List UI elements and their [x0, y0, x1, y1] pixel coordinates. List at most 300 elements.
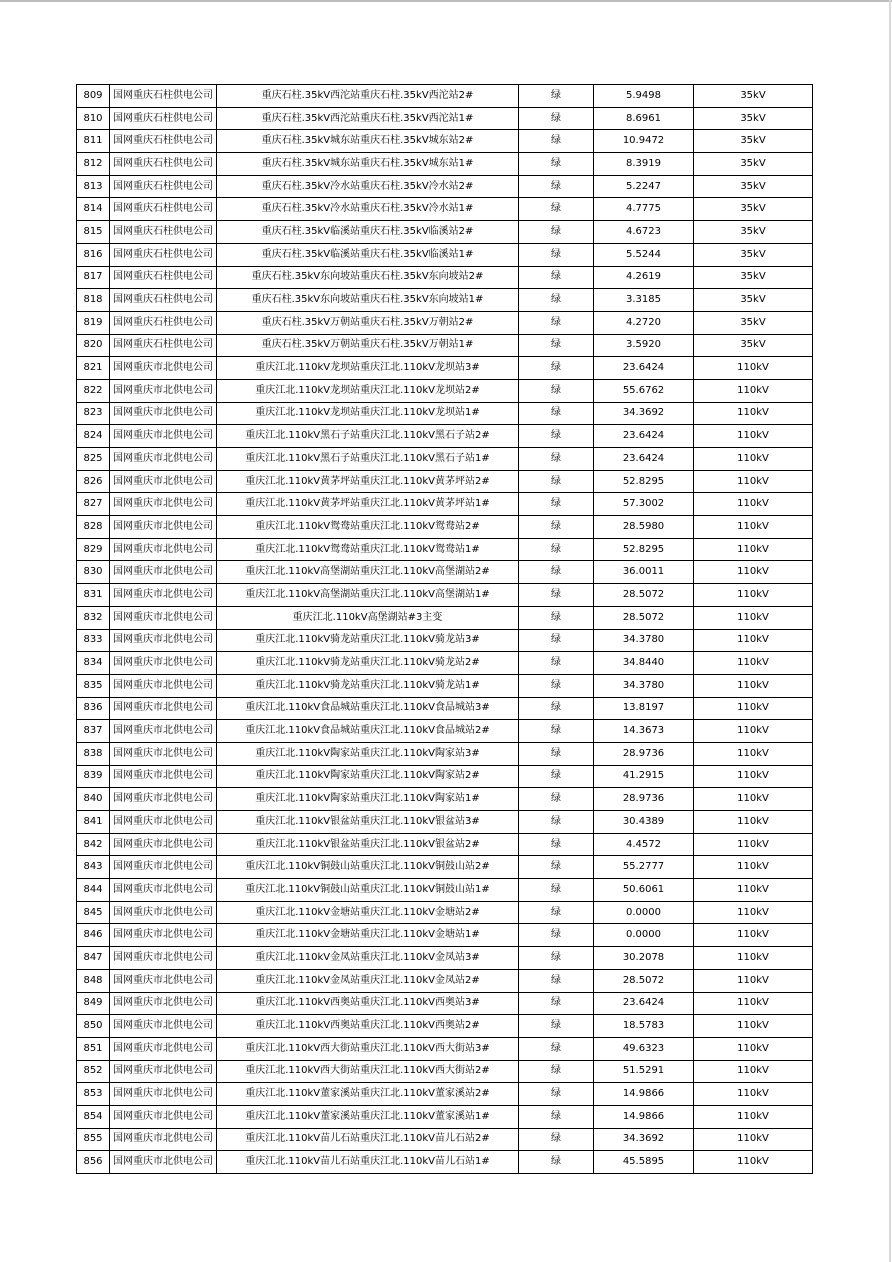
- substation-name-cell: 重庆江北.110kV黑石子站重庆江北.110kV黑石子站2#: [217, 425, 519, 448]
- company-name-cell: 国网重庆市北供电公司: [110, 674, 217, 697]
- voltage-level-cell: 110kV: [694, 969, 813, 992]
- substation-name-cell: 重庆石柱.35kV冷水站重庆石柱.35kV冷水站1#: [217, 198, 519, 221]
- value-cell: 30.2078: [594, 947, 694, 970]
- voltage-level-cell: 110kV: [694, 697, 813, 720]
- voltage-level-cell: 110kV: [694, 720, 813, 743]
- voltage-level-cell: 110kV: [694, 561, 813, 584]
- voltage-level-cell: 110kV: [694, 924, 813, 947]
- value-cell: 4.6723: [594, 221, 694, 244]
- table-row: [77, 584, 813, 607]
- company-name-cell: 国网重庆市北供电公司: [110, 811, 217, 834]
- row-number-cell: 854: [77, 1105, 110, 1128]
- table-row: [77, 402, 813, 425]
- status-color-cell: 绿: [519, 901, 594, 924]
- value-cell: 34.3780: [594, 674, 694, 697]
- substation-name-cell: 重庆江北.110kV龙坝站重庆江北.110kV龙坝站2#: [217, 379, 519, 402]
- status-color-cell: 绿: [519, 85, 594, 108]
- row-number-cell: 825: [77, 448, 110, 471]
- status-color-cell: 绿: [519, 357, 594, 380]
- company-name-cell: 国网重庆石柱供电公司: [110, 198, 217, 221]
- substation-name-cell: 重庆江北.110kV陶家站重庆江北.110kV陶家站1#: [217, 788, 519, 811]
- voltage-level-cell: 35kV: [694, 221, 813, 244]
- value-cell: 8.3919: [594, 153, 694, 176]
- status-color-cell: 绿: [519, 538, 594, 561]
- substation-name-cell: 重庆江北.110kV陶家站重庆江北.110kV陶家站3#: [217, 742, 519, 765]
- voltage-level-cell: 35kV: [694, 243, 813, 266]
- value-cell: 34.3780: [594, 629, 694, 652]
- voltage-level-cell: 110kV: [694, 584, 813, 607]
- company-name-cell: 国网重庆市北供电公司: [110, 379, 217, 402]
- row-number-cell: 824: [77, 425, 110, 448]
- value-cell: 18.5783: [594, 1015, 694, 1038]
- voltage-level-cell: 35kV: [694, 153, 813, 176]
- company-name-cell: 国网重庆市北供电公司: [110, 561, 217, 584]
- table-row: [77, 175, 813, 198]
- value-cell: 23.6424: [594, 357, 694, 380]
- voltage-level-cell: 35kV: [694, 107, 813, 130]
- status-color-cell: 绿: [519, 334, 594, 357]
- row-number-cell: 809: [77, 85, 110, 108]
- voltage-level-cell: 110kV: [694, 1105, 813, 1128]
- substation-name-cell: 重庆石柱.35kV西沱站重庆石柱.35kV西沱站1#: [217, 107, 519, 130]
- substation-name-cell: 重庆江北.110kV西奥站重庆江北.110kV西奥站2#: [217, 1015, 519, 1038]
- row-number-cell: 816: [77, 243, 110, 266]
- company-name-cell: 国网重庆市北供电公司: [110, 947, 217, 970]
- status-color-cell: 绿: [519, 811, 594, 834]
- value-cell: 3.5920: [594, 334, 694, 357]
- row-number-cell: 839: [77, 765, 110, 788]
- voltage-level-cell: 110kV: [694, 652, 813, 675]
- company-name-cell: 国网重庆市北供电公司: [110, 788, 217, 811]
- value-cell: 5.2247: [594, 175, 694, 198]
- value-cell: 4.7775: [594, 198, 694, 221]
- status-color-cell: 绿: [519, 584, 594, 607]
- table-row: [77, 924, 813, 947]
- value-cell: 34.3692: [594, 1128, 694, 1151]
- substation-name-cell: 重庆江北.110kV西大街站重庆江北.110kV西大街站2#: [217, 1060, 519, 1083]
- row-number-cell: 827: [77, 493, 110, 516]
- company-name-cell: 国网重庆市北供电公司: [110, 1060, 217, 1083]
- value-cell: 57.3002: [594, 493, 694, 516]
- value-cell: 28.9736: [594, 788, 694, 811]
- substation-name-cell: 重庆江北.110kV黄茅坪站重庆江北.110kV黄茅坪站2#: [217, 470, 519, 493]
- status-color-cell: 绿: [519, 697, 594, 720]
- row-number-cell: 835: [77, 674, 110, 697]
- table-row: [77, 266, 813, 289]
- value-cell: 30.4389: [594, 811, 694, 834]
- substation-name-cell: 重庆江北.110kV骑龙站重庆江北.110kV骑龙站1#: [217, 674, 519, 697]
- substation-name-cell: 重庆石柱.35kV西沱站重庆石柱.35kV西沱站2#: [217, 85, 519, 108]
- voltage-level-cell: 35kV: [694, 198, 813, 221]
- status-color-cell: 绿: [519, 425, 594, 448]
- status-color-cell: 绿: [519, 924, 594, 947]
- value-cell: 36.0011: [594, 561, 694, 584]
- row-number-cell: 833: [77, 629, 110, 652]
- table-row: [77, 130, 813, 153]
- company-name-cell: 国网重庆石柱供电公司: [110, 107, 217, 130]
- company-name-cell: 国网重庆石柱供电公司: [110, 266, 217, 289]
- value-cell: 55.2777: [594, 856, 694, 879]
- substation-name-cell: 重庆江北.110kV金塘站重庆江北.110kV金塘站1#: [217, 924, 519, 947]
- voltage-level-cell: 35kV: [694, 334, 813, 357]
- table-row: [77, 788, 813, 811]
- row-number-cell: 856: [77, 1151, 110, 1174]
- row-number-cell: 826: [77, 470, 110, 493]
- table-row: [77, 379, 813, 402]
- company-name-cell: 国网重庆市北供电公司: [110, 538, 217, 561]
- voltage-level-cell: 110kV: [694, 1037, 813, 1060]
- value-cell: 14.9866: [594, 1083, 694, 1106]
- value-cell: 41.2915: [594, 765, 694, 788]
- table-row: [77, 765, 813, 788]
- status-color-cell: 绿: [519, 720, 594, 743]
- substation-name-cell: 重庆石柱.35kV城东站重庆石柱.35kV城东站1#: [217, 153, 519, 176]
- page-right-edge: [889, 0, 891, 1262]
- table-row: [77, 1105, 813, 1128]
- company-name-cell: 国网重庆市北供电公司: [110, 765, 217, 788]
- value-cell: 28.5072: [594, 606, 694, 629]
- value-cell: 0.0000: [594, 924, 694, 947]
- table-row: [77, 311, 813, 334]
- table-row: [77, 561, 813, 584]
- substation-name-cell: 重庆石柱.35kV万朝站重庆石柱.35kV万朝站1#: [217, 334, 519, 357]
- status-color-cell: 绿: [519, 1151, 594, 1174]
- voltage-level-cell: 110kV: [694, 765, 813, 788]
- voltage-level-cell: 35kV: [694, 85, 813, 108]
- row-number-cell: 813: [77, 175, 110, 198]
- company-name-cell: 国网重庆石柱供电公司: [110, 243, 217, 266]
- table-row: [77, 448, 813, 471]
- substation-table: [76, 84, 813, 1174]
- substation-name-cell: 重庆江北.110kV黄茅坪站重庆江北.110kV黄茅坪站1#: [217, 493, 519, 516]
- company-name-cell: 国网重庆市北供电公司: [110, 697, 217, 720]
- table-row: [77, 969, 813, 992]
- table-row: [77, 470, 813, 493]
- row-number-cell: 815: [77, 221, 110, 244]
- status-color-cell: 绿: [519, 448, 594, 471]
- company-name-cell: 国网重庆石柱供电公司: [110, 311, 217, 334]
- table-row: [77, 833, 813, 856]
- value-cell: 52.8295: [594, 470, 694, 493]
- table-row: [77, 811, 813, 834]
- status-color-cell: 绿: [519, 153, 594, 176]
- table-row: [77, 425, 813, 448]
- substation-name-cell: 重庆江北.110kV铜鼓山站重庆江北.110kV铜鼓山站1#: [217, 879, 519, 902]
- substation-name-cell: 重庆江北.110kV高堡湖站重庆江北.110kV高堡湖站1#: [217, 584, 519, 607]
- status-color-cell: 绿: [519, 742, 594, 765]
- row-number-cell: 838: [77, 742, 110, 765]
- substation-name-cell: 重庆石柱.35kV东向坡站重庆石柱.35kV东向坡站2#: [217, 266, 519, 289]
- table-row: [77, 629, 813, 652]
- row-number-cell: 842: [77, 833, 110, 856]
- table-row: [77, 947, 813, 970]
- substation-name-cell: 重庆石柱.35kV万朝站重庆石柱.35kV万朝站2#: [217, 311, 519, 334]
- substation-name-cell: 重庆石柱.35kV临溪站重庆石柱.35kV临溪站1#: [217, 243, 519, 266]
- status-color-cell: 绿: [519, 765, 594, 788]
- substation-name-cell: 重庆石柱.35kV冷水站重庆石柱.35kV冷水站2#: [217, 175, 519, 198]
- row-number-cell: 853: [77, 1083, 110, 1106]
- status-color-cell: 绿: [519, 992, 594, 1015]
- row-number-cell: 840: [77, 788, 110, 811]
- status-color-cell: 绿: [519, 1128, 594, 1151]
- status-color-cell: 绿: [519, 107, 594, 130]
- substation-name-cell: 重庆江北.110kV骑龙站重庆江北.110kV骑龙站3#: [217, 629, 519, 652]
- status-color-cell: 绿: [519, 629, 594, 652]
- company-name-cell: 国网重庆市北供电公司: [110, 470, 217, 493]
- company-name-cell: 国网重庆市北供电公司: [110, 493, 217, 516]
- status-color-cell: 绿: [519, 652, 594, 675]
- row-number-cell: 831: [77, 584, 110, 607]
- voltage-level-cell: 110kV: [694, 879, 813, 902]
- substation-name-cell: 重庆江北.110kV黑石子站重庆江北.110kV黑石子站1#: [217, 448, 519, 471]
- company-name-cell: 国网重庆市北供电公司: [110, 652, 217, 675]
- substation-name-cell: 重庆石柱.35kV城东站重庆石柱.35kV城东站2#: [217, 130, 519, 153]
- company-name-cell: 国网重庆市北供电公司: [110, 833, 217, 856]
- row-number-cell: 851: [77, 1037, 110, 1060]
- substation-name-cell: 重庆江北.110kV高堡湖站#3主变: [217, 606, 519, 629]
- row-number-cell: 820: [77, 334, 110, 357]
- company-name-cell: 国网重庆市北供电公司: [110, 606, 217, 629]
- row-number-cell: 818: [77, 289, 110, 312]
- voltage-level-cell: 110kV: [694, 742, 813, 765]
- status-color-cell: 绿: [519, 1083, 594, 1106]
- status-color-cell: 绿: [519, 833, 594, 856]
- table-body: [77, 85, 813, 1174]
- value-cell: 28.5072: [594, 969, 694, 992]
- voltage-level-cell: 110kV: [694, 538, 813, 561]
- row-number-cell: 843: [77, 856, 110, 879]
- substation-name-cell: 重庆江北.110kV食品城站重庆江北.110kV食品城站2#: [217, 720, 519, 743]
- value-cell: 5.9498: [594, 85, 694, 108]
- table-row: [77, 879, 813, 902]
- value-cell: 4.2720: [594, 311, 694, 334]
- value-cell: 8.6961: [594, 107, 694, 130]
- table-row: [77, 1037, 813, 1060]
- company-name-cell: 国网重庆市北供电公司: [110, 357, 217, 380]
- voltage-level-cell: 35kV: [694, 311, 813, 334]
- row-number-cell: 847: [77, 947, 110, 970]
- row-number-cell: 821: [77, 357, 110, 380]
- substation-name-cell: 重庆江北.110kV西奥站重庆江北.110kV西奥站3#: [217, 992, 519, 1015]
- table-row: [77, 221, 813, 244]
- substation-name-cell: 重庆江北.110kV高堡湖站重庆江北.110kV高堡湖站2#: [217, 561, 519, 584]
- company-name-cell: 国网重庆市北供电公司: [110, 516, 217, 539]
- table-row: [77, 289, 813, 312]
- status-color-cell: 绿: [519, 243, 594, 266]
- substation-name-cell: 重庆江北.110kV铜鼓山站重庆江北.110kV铜鼓山站2#: [217, 856, 519, 879]
- substation-name-cell: 重庆江北.110kV鸳鸯站重庆江北.110kV鸳鸯站1#: [217, 538, 519, 561]
- table-row: [77, 1083, 813, 1106]
- voltage-level-cell: 110kV: [694, 901, 813, 924]
- value-cell: 34.3692: [594, 402, 694, 425]
- substation-name-cell: 重庆石柱.35kV临溪站重庆石柱.35kV临溪站2#: [217, 221, 519, 244]
- value-cell: 49.6323: [594, 1037, 694, 1060]
- company-name-cell: 国网重庆石柱供电公司: [110, 85, 217, 108]
- voltage-level-cell: 35kV: [694, 266, 813, 289]
- row-number-cell: 810: [77, 107, 110, 130]
- company-name-cell: 国网重庆市北供电公司: [110, 629, 217, 652]
- value-cell: 4.4572: [594, 833, 694, 856]
- table-row: [77, 243, 813, 266]
- value-cell: 28.9736: [594, 742, 694, 765]
- company-name-cell: 国网重庆市北供电公司: [110, 402, 217, 425]
- status-color-cell: 绿: [519, 130, 594, 153]
- status-color-cell: 绿: [519, 289, 594, 312]
- voltage-level-cell: 110kV: [694, 1015, 813, 1038]
- substation-name-cell: 重庆江北.110kV西大街站重庆江北.110kV西大街站3#: [217, 1037, 519, 1060]
- value-cell: 55.6762: [594, 379, 694, 402]
- voltage-level-cell: 110kV: [694, 856, 813, 879]
- voltage-level-cell: 110kV: [694, 1060, 813, 1083]
- voltage-level-cell: 110kV: [694, 1151, 813, 1174]
- company-name-cell: 国网重庆市北供电公司: [110, 742, 217, 765]
- status-color-cell: 绿: [519, 856, 594, 879]
- status-color-cell: 绿: [519, 470, 594, 493]
- table-row: [77, 992, 813, 1015]
- status-color-cell: 绿: [519, 516, 594, 539]
- status-color-cell: 绿: [519, 493, 594, 516]
- value-cell: 23.6424: [594, 425, 694, 448]
- status-color-cell: 绿: [519, 175, 594, 198]
- voltage-level-cell: 110kV: [694, 833, 813, 856]
- voltage-level-cell: 110kV: [694, 357, 813, 380]
- company-name-cell: 国网重庆市北供电公司: [110, 1037, 217, 1060]
- table-row: [77, 674, 813, 697]
- voltage-level-cell: 110kV: [694, 947, 813, 970]
- status-color-cell: 绿: [519, 788, 594, 811]
- voltage-level-cell: 110kV: [694, 425, 813, 448]
- table-row: [77, 697, 813, 720]
- company-name-cell: 国网重庆市北供电公司: [110, 425, 217, 448]
- company-name-cell: 国网重庆市北供电公司: [110, 720, 217, 743]
- row-number-cell: 848: [77, 969, 110, 992]
- status-color-cell: 绿: [519, 947, 594, 970]
- company-name-cell: 国网重庆市北供电公司: [110, 879, 217, 902]
- value-cell: 45.5895: [594, 1151, 694, 1174]
- table-row: [77, 742, 813, 765]
- page-top-rule: [0, 0, 892, 2]
- substation-name-cell: 重庆江北.110kV食品城站重庆江北.110kV食品城站3#: [217, 697, 519, 720]
- table-row: [77, 538, 813, 561]
- company-name-cell: 国网重庆市北供电公司: [110, 969, 217, 992]
- table-row: [77, 652, 813, 675]
- value-cell: 0.0000: [594, 901, 694, 924]
- substation-name-cell: 重庆江北.110kV金凤站重庆江北.110kV金凤站3#: [217, 947, 519, 970]
- row-number-cell: 834: [77, 652, 110, 675]
- table-row: [77, 85, 813, 108]
- company-name-cell: 国网重庆市北供电公司: [110, 1105, 217, 1128]
- company-name-cell: 国网重庆市北供电公司: [110, 856, 217, 879]
- table-row: [77, 334, 813, 357]
- status-color-cell: 绿: [519, 402, 594, 425]
- voltage-level-cell: 35kV: [694, 130, 813, 153]
- company-name-cell: 国网重庆市北供电公司: [110, 901, 217, 924]
- company-name-cell: 国网重庆石柱供电公司: [110, 130, 217, 153]
- company-name-cell: 国网重庆市北供电公司: [110, 1015, 217, 1038]
- status-color-cell: 绿: [519, 879, 594, 902]
- value-cell: 23.6424: [594, 448, 694, 471]
- voltage-level-cell: 110kV: [694, 811, 813, 834]
- row-number-cell: 844: [77, 879, 110, 902]
- substation-name-cell: 重庆石柱.35kV东向坡站重庆石柱.35kV东向坡站1#: [217, 289, 519, 312]
- company-name-cell: 国网重庆市北供电公司: [110, 1083, 217, 1106]
- substation-name-cell: 重庆江北.110kV苗儿石站重庆江北.110kV苗儿石站1#: [217, 1151, 519, 1174]
- row-number-cell: 852: [77, 1060, 110, 1083]
- row-number-cell: 828: [77, 516, 110, 539]
- table-row: [77, 1151, 813, 1174]
- row-number-cell: 837: [77, 720, 110, 743]
- row-number-cell: 829: [77, 538, 110, 561]
- value-cell: 28.5980: [594, 516, 694, 539]
- table-row: [77, 856, 813, 879]
- value-cell: 34.8440: [594, 652, 694, 675]
- company-name-cell: 国网重庆市北供电公司: [110, 1151, 217, 1174]
- row-number-cell: 819: [77, 311, 110, 334]
- substation-name-cell: 重庆江北.110kV董家溪站重庆江北.110kV董家溪站2#: [217, 1083, 519, 1106]
- status-color-cell: 绿: [519, 1060, 594, 1083]
- company-name-cell: 国网重庆市北供电公司: [110, 924, 217, 947]
- row-number-cell: 850: [77, 1015, 110, 1038]
- substation-name-cell: 重庆江北.110kV鸳鸯站重庆江北.110kV鸳鸯站2#: [217, 516, 519, 539]
- row-number-cell: 841: [77, 811, 110, 834]
- company-name-cell: 国网重庆市北供电公司: [110, 1128, 217, 1151]
- status-color-cell: 绿: [519, 561, 594, 584]
- status-color-cell: 绿: [519, 198, 594, 221]
- value-cell: 10.9472: [594, 130, 694, 153]
- voltage-level-cell: 110kV: [694, 379, 813, 402]
- table-row: [77, 107, 813, 130]
- row-number-cell: 814: [77, 198, 110, 221]
- row-number-cell: 832: [77, 606, 110, 629]
- voltage-level-cell: 110kV: [694, 1128, 813, 1151]
- voltage-level-cell: 35kV: [694, 175, 813, 198]
- row-number-cell: 845: [77, 901, 110, 924]
- company-name-cell: 国网重庆石柱供电公司: [110, 175, 217, 198]
- substation-name-cell: 重庆江北.110kV陶家站重庆江北.110kV陶家站2#: [217, 765, 519, 788]
- company-name-cell: 国网重庆市北供电公司: [110, 584, 217, 607]
- voltage-level-cell: 110kV: [694, 470, 813, 493]
- table-row: [77, 1060, 813, 1083]
- value-cell: 13.8197: [594, 697, 694, 720]
- voltage-level-cell: 110kV: [694, 493, 813, 516]
- value-cell: 14.3673: [594, 720, 694, 743]
- value-cell: 4.2619: [594, 266, 694, 289]
- value-cell: 52.8295: [594, 538, 694, 561]
- substation-name-cell: 重庆江北.110kV龙坝站重庆江北.110kV龙坝站3#: [217, 357, 519, 380]
- status-color-cell: 绿: [519, 311, 594, 334]
- company-name-cell: 国网重庆石柱供电公司: [110, 153, 217, 176]
- voltage-level-cell: 35kV: [694, 289, 813, 312]
- voltage-level-cell: 110kV: [694, 1083, 813, 1106]
- table-row: [77, 720, 813, 743]
- value-cell: 3.3185: [594, 289, 694, 312]
- row-number-cell: 812: [77, 153, 110, 176]
- value-cell: 28.5072: [594, 584, 694, 607]
- voltage-level-cell: 110kV: [694, 448, 813, 471]
- row-number-cell: 836: [77, 697, 110, 720]
- voltage-level-cell: 110kV: [694, 516, 813, 539]
- status-color-cell: 绿: [519, 221, 594, 244]
- value-cell: 14.9866: [594, 1105, 694, 1128]
- table-row: [77, 516, 813, 539]
- value-cell: 5.5244: [594, 243, 694, 266]
- substation-name-cell: 重庆江北.110kV苗儿石站重庆江北.110kV苗儿石站2#: [217, 1128, 519, 1151]
- voltage-level-cell: 110kV: [694, 629, 813, 652]
- company-name-cell: 国网重庆市北供电公司: [110, 448, 217, 471]
- voltage-level-cell: 110kV: [694, 402, 813, 425]
- status-color-cell: 绿: [519, 379, 594, 402]
- row-number-cell: 822: [77, 379, 110, 402]
